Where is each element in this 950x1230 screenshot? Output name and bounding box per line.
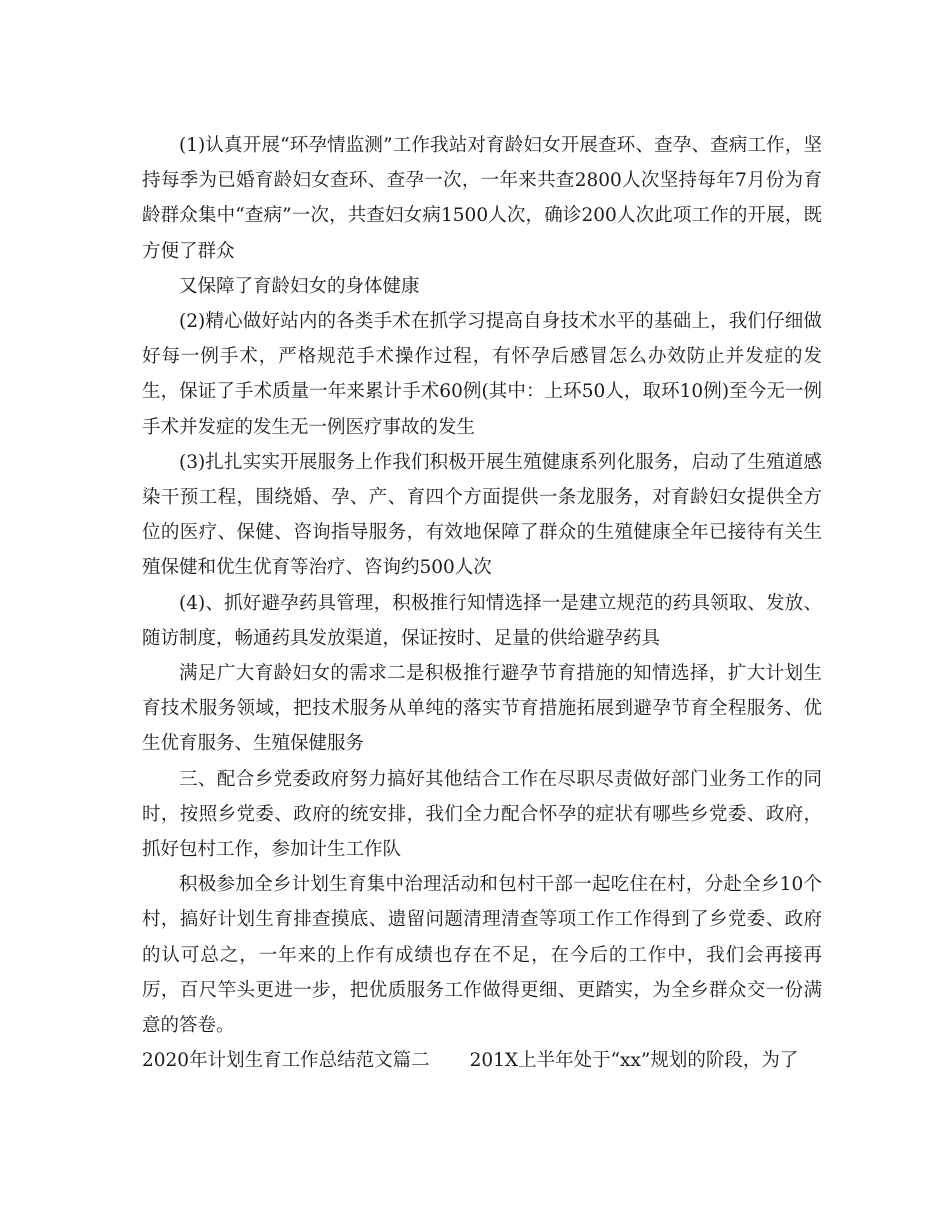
paragraph-8: 积极参加全乡计划生育集中治理活动和包村干部一起吃住在村，分赴全乡10个村，搞好计划生育排查摸底、遗留问题清理清查等项工作工作得到了乡党委、政府的认可总之，一年来的上作有成绩也存在不足，在今后的工作中，我们会再接再厉，百尺竿头更进一步，把优质服务工作做得更细、更踏实，为全乡群众交一份满意的答卷。 [142,874,822,1037]
section-title: 2020年计划生育工作总结范文篇二 [142,1050,430,1072]
paragraph-7: 三、配合乡党委政府努力搞好其他结合工作在尽职尽责做好部门业务工作的同时，按照乡党委、政府的统安排，我们全力配合怀孕的症状有哪些乡党委、政府，抓好包村工作，参加计生工作队 [142,768,822,861]
paragraph-1: (1)认真开展“环孕情监测”工作我站对育龄妇女开展查环、查孕、查病工作，坚持每季为已婚育龄妇女查环、查孕一次，一年来共查2800人次坚持每年7月份为育龄群众集中“查病”一次，共查妇女病1500人次，确诊200人次此项工作的开展，既方便了群众 [142,135,822,262]
section-heading-line [142,1043,822,1078]
paragraph-6: 满足广大育龄妇女的需求二是积极推行避孕节育措施的知情选择，扩大计划生育技术服务领域，把技术服务从单纯的落实节育措施拓展到避孕节育全程服务、优生优育服务、生殖保健服务 [142,663,822,755]
section-continuation: 201X上半年处于“xx”规划的阶段，为了 [469,1050,799,1072]
paragraph-2: 又保障了育龄妇女的身体健康 [179,275,420,297]
paragraph-4: (3)扎扎实实开展服务上作我们积极开展生殖健康系列化服务，启动了生殖道感染干预工程，围绕婚、孕、产、育四个方面提供一条龙服务，对育龄妇女提供全方位的医疗、保健、咨询指导服务，有效地保障了群众的生殖健康全年已接待有关生殖保健和优生优育等治疗、咨询约500人次 [142,451,822,579]
paragraph-5: (4)、抓好避孕药具管理，积极推行知情选择一是建立规范的药具领取、发放、随访制度，畅通药具发放渠道，保证按时、足量的供给避孕药具 [142,592,822,649]
paragraph-3: (2)精心做好站内的各类手术在抓学习提高自身技术水平的基础上，我们仔细做好每一例手术，严格规范手术操作过程，有怀孕后感冒怎么办效防止并发症的发生，保证了手术质量一年来累计手术60例(其中：上环50人，取环10例)至今无一例手术并发症的发生无一例医疗事故的发生 [142,311,822,438]
document-body [142,128,822,1078]
